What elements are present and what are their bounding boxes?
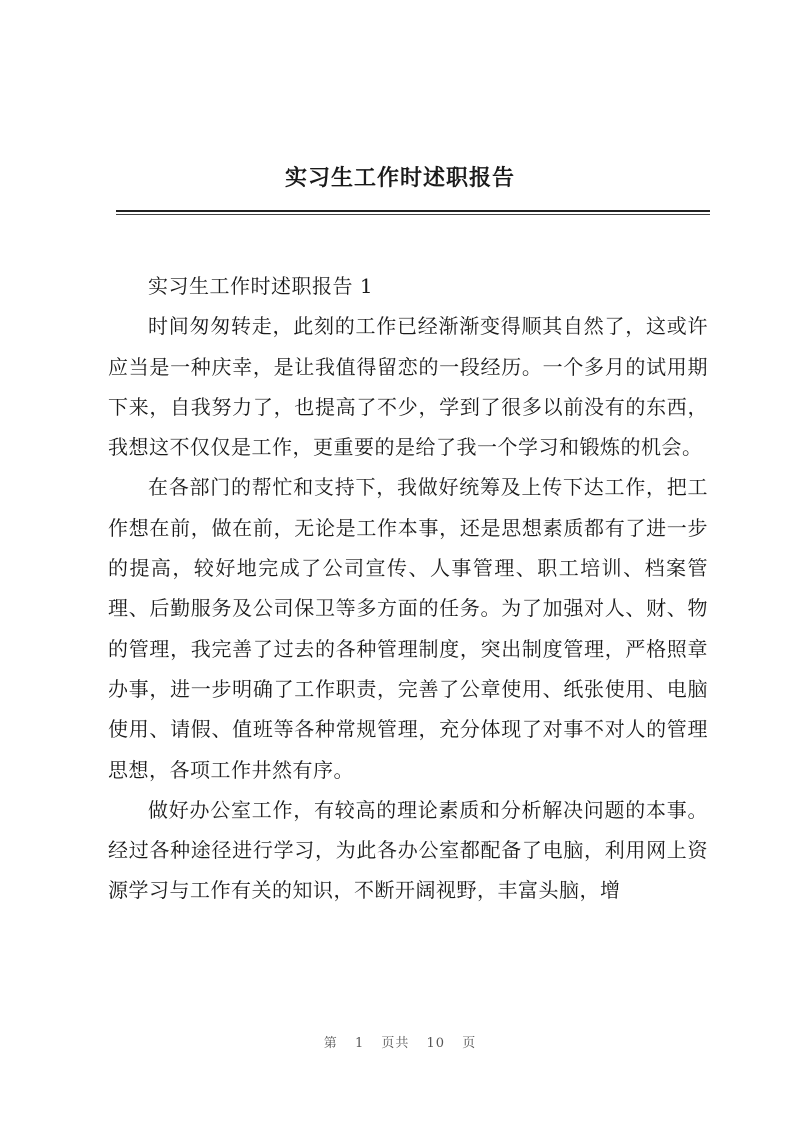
footer-current-page: 1 [354, 1036, 365, 1051]
document-title: 实习生工作时述职报告 [284, 165, 515, 191]
document-body [108, 266, 708, 911]
footer-total-pages: 10 [426, 1036, 446, 1051]
paragraph-2: 在各部门的帮忙和支持下，我做好统筹及上传下达工作，把工作想在前，做在前，无论是工作本事，还是思想素质都有了进一步的提高，较好地完成了公司宣传、人事管理、职工培训、档案管理、后勤服务及公司保卫等多方面的任务。为了加强对人、财、物的管理，我完善了过去的各种管理制度，突出制度管理，严格照章办事，进一步明确了工作职责，完善了公章使用、纸张使用、电脑使用、请假、值班等各种常规管理，充分体现了对事不对人的管理思想，各项工作井然有序。 [108, 475, 708, 782]
footer-label-di: 第 [323, 1036, 338, 1051]
page-footer [0, 1032, 800, 1051]
section-heading: 实习生工作时述职报告 1 [148, 274, 374, 298]
footer-label-ye-gong: 页共 [381, 1036, 410, 1051]
footer-label-ye: 页 [462, 1036, 477, 1051]
paragraph-1: 时间匆匆转走，此刻的工作已经渐渐变得顺其自然了，这或许应当是一种庆幸，是让我值得留恋的一段经历。一个多月的试用期下来，自我努力了，也提高了不少，学到了很多以前没有的东西，我想这不仅仅是工作，更重要的是给了我一个学习和锻炼的机会。 [108, 314, 708, 460]
title-divider-thin [116, 214, 710, 215]
paragraph-3: 做好办公室工作，有较高的理论素质和分析解决问题的本事。经过各种途径进行学习，为此各办公室都配备了电脑，利用网上资源学习与工作有关的知识，不断开阔视野，丰富头脑，增 [108, 797, 708, 903]
title-divider [116, 210, 710, 212]
